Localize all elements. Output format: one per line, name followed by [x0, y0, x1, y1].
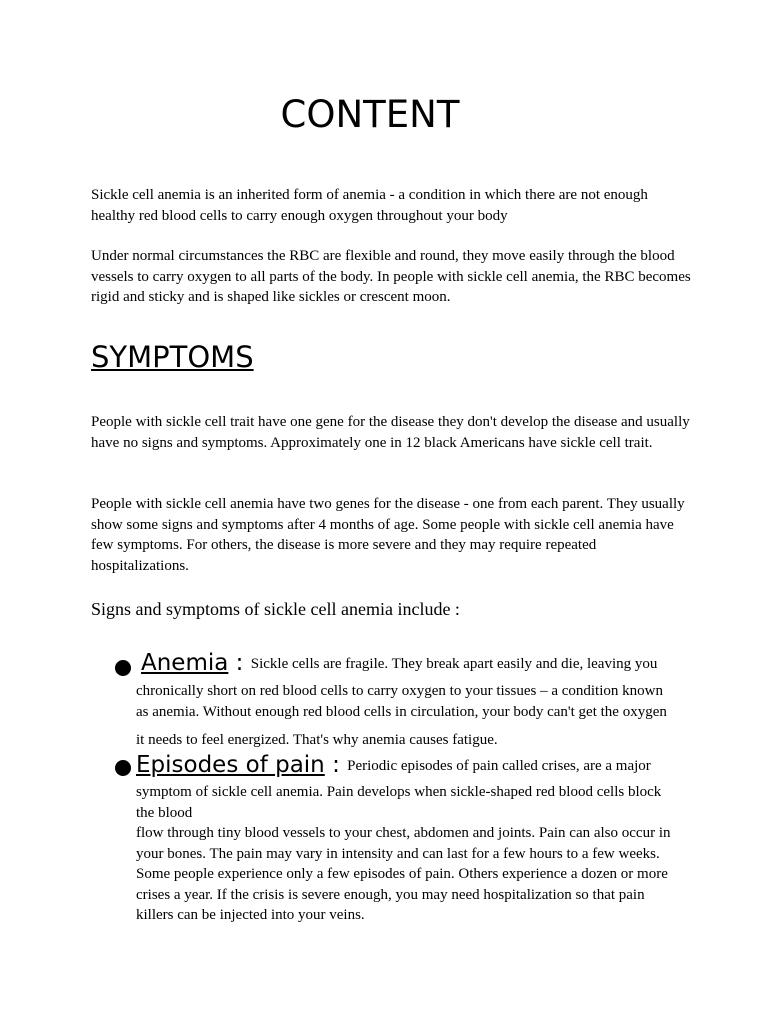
bullet-colon: :	[228, 650, 251, 676]
bullet-colon: :	[324, 752, 348, 778]
bullet-text-line: killers can be injected into your veins.	[136, 907, 365, 923]
symptoms-paragraph-1: People with sickle cell trait have one gene for the disease they don't develop the disease and usually have no signs and symptoms. Approximately one in 12 black Americans have sickle cell trait.	[91, 414, 690, 451]
bullet-term: Anemia	[141, 650, 229, 676]
bullet-text-line: Some people experience only a few episodes of pain. Others experience a dozen or more	[136, 866, 668, 882]
symptoms-heading: SYMPTOMS	[91, 340, 254, 374]
bullet-first-line	[141, 650, 657, 676]
bullet-term: Episodes of pain	[136, 752, 325, 778]
bullet-text-line: symptom of sickle cell anemia. Pain develops when sickle-shaped red blood cells block	[136, 784, 662, 800]
bullet-text-line: crises a year. If the crisis is severe enough, you may need hospitalization so that pain	[136, 887, 645, 903]
bullet-text-line: Sickle cells are fragile. They break apart easily and die, leaving you	[250, 656, 658, 672]
bullet-text-line: flow through tiny blood vessels to your chest, abdomen and joints. Pain can also occur in	[136, 825, 671, 841]
signs-intro: Signs and symptoms of sickle cell anemia include :	[91, 599, 460, 619]
intro-paragraph-2: Under normal circumstances the RBC are flexible and round, they move easily through the blood vessels to carry oxygen to all parts of the body. In people with sickle cell anemia, the RBC becomes rigid and sticky and is shaped like sickles or crescent moon.	[91, 248, 691, 305]
bullet-text-line: Periodic episodes of pain called crises, are a major	[347, 758, 651, 774]
bullet-text-line: it needs to feel energized. That's why anemia causes fatigue.	[136, 732, 498, 748]
bullet-dot-icon	[115, 760, 131, 776]
bullet-text-line: the blood	[136, 805, 193, 821]
bullet-text-line: your bones. The pain may vary in intensity and can last for a few hours to a few weeks.	[136, 846, 660, 862]
intro-paragraph-1: Sickle cell anemia is an inherited form of anemia - a condition in which there are not enough healthy red blood cells to carry enough oxygen throughout your body	[91, 187, 648, 224]
bullet-text-line: as anemia. Without enough red blood cells in circulation, your body can't get the oxygen	[136, 704, 667, 720]
bullet-text-line: chronically short on red blood cells to carry oxygen to your tissues – a condition known	[136, 683, 663, 699]
symptoms-paragraph-2: People with sickle cell anemia have two genes for the disease - one from each parent. They usually show some signs and symptoms after 4 months of age. Some people with sickle cell anemia have few symptoms. For others, the disease is more severe and they may require repeated hospitalizations.	[91, 496, 685, 574]
bullet-dot-icon	[115, 660, 131, 676]
page-title: CONTENT	[280, 93, 460, 136]
bullet-first-line	[136, 752, 651, 778]
